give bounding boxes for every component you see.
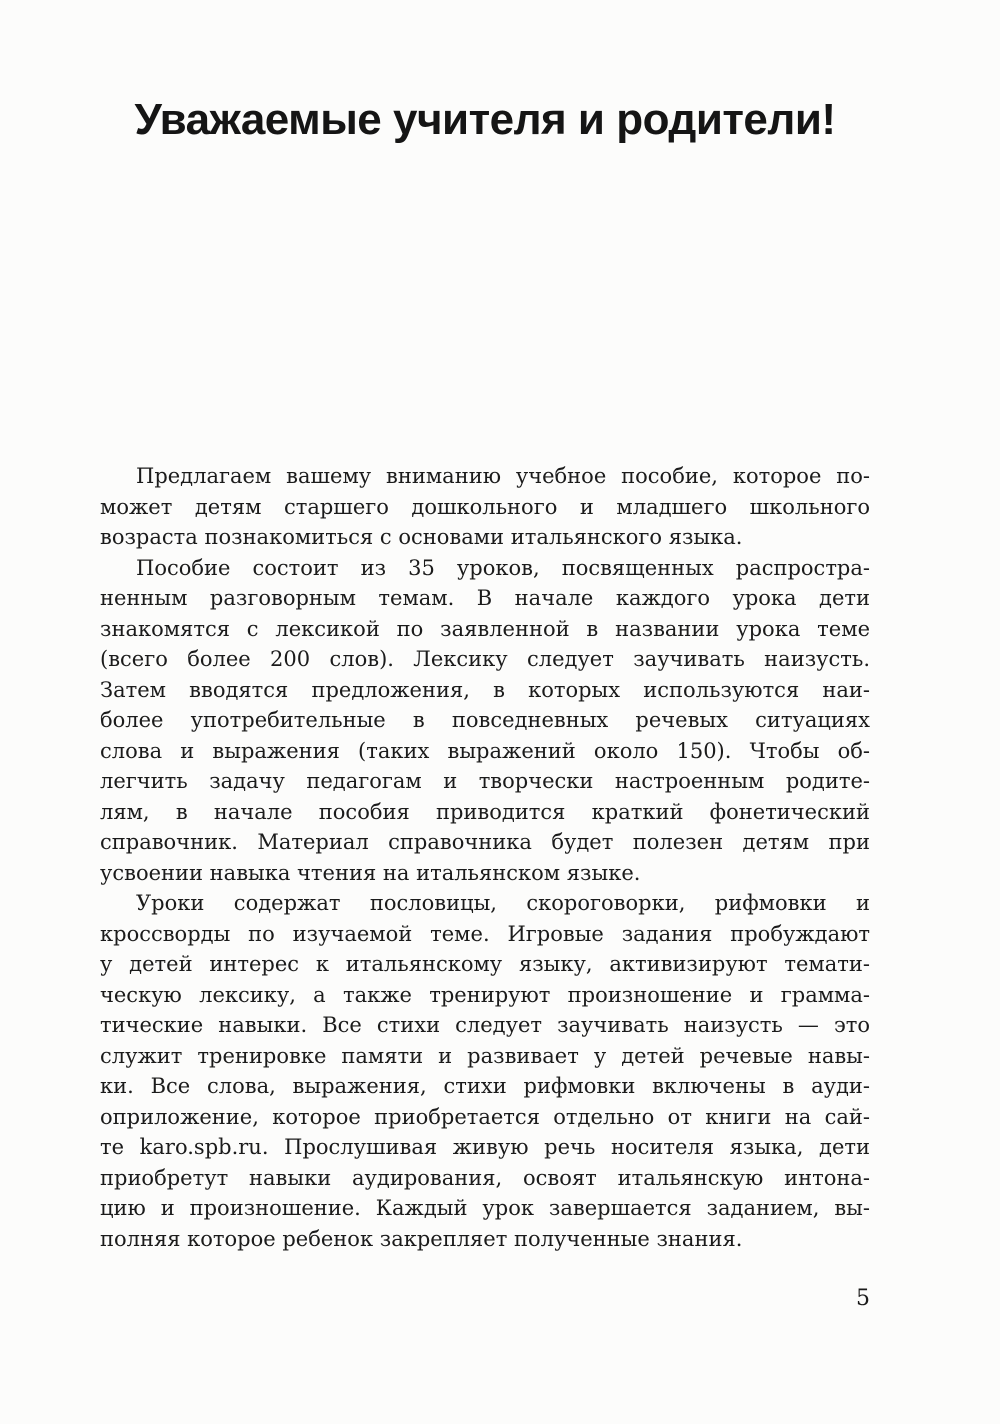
- text-line: ческую лексику, а также тренируют произношение и грамма-: [100, 982, 870, 1007]
- text-line: легчить задачу педагогам и творчески настроенным родите-: [100, 769, 870, 793]
- text-line: приобретут навыки аудирования, освоят итальянскую интона-: [100, 1165, 870, 1190]
- text-line: оприложение, которое приобретается отдельно от книги на сай-: [100, 1104, 870, 1129]
- page-number: 5: [856, 1286, 870, 1311]
- page-title: Уважаемые учителя и родители!: [134, 95, 836, 144]
- text-line: Уроки содержат пословицы, скороговорки, рифмовки и: [136, 891, 870, 915]
- text-line: кроссворды по изучаемой теме. Игровые задания пробуждают: [100, 921, 870, 946]
- text-line: цию и произношение. Каждый урок завершается заданием, вы-: [100, 1196, 870, 1220]
- text-line: возраста познакомиться с основами итальянского языка.: [100, 525, 743, 549]
- text-line: может детям старшего дошкольного и младшего школьного: [100, 494, 870, 519]
- text-line: ненным разговорным темам. В начале каждого урока дети: [100, 586, 870, 610]
- text-line: полняя которое ребенок закрепляет полученные знания.: [100, 1226, 743, 1251]
- body-text: [100, 461, 870, 1254]
- text-line: справочник. Материал справочника будет полезен детям при: [100, 830, 870, 854]
- text-line: знакомятся с лексикой по заявленной в названии урока теме: [100, 616, 870, 641]
- paragraph: [100, 553, 870, 889]
- text-line: Затем вводятся предложения, в которых используются наи-: [100, 677, 870, 702]
- text-line: лям, в начале пособия приводится краткий фонетический: [100, 799, 870, 824]
- text-line: (всего более 200 слов). Лексику следует заучивать наизусть.: [100, 647, 870, 671]
- text-line: усвоении навыка чтения на итальянском языке.: [100, 860, 641, 885]
- text-line: Предлагаем вашему вниманию учебное пособие, которое по-: [136, 464, 870, 488]
- text-line: те karo.spb.ru. Прослушивая живую речь носителя языка, дети: [100, 1135, 870, 1159]
- text-line: тические навыки. Все стихи следует заучивать наизусть — это: [100, 1013, 870, 1037]
- text-line: Пособие состоит из 35 уроков, посвященных распростра-: [136, 555, 870, 580]
- text-line: ки. Все слова, выражения, стихи рифмовки включены в ауди-: [100, 1074, 870, 1098]
- text-line: слова и выражения (таких выражений около 150). Чтобы об-: [100, 738, 870, 763]
- text-line: более употребительные в повседневных речевых ситуациях: [100, 708, 870, 732]
- text-line: служит тренировке памяти и развивает у детей речевые навы-: [100, 1043, 870, 1068]
- paragraph: [100, 461, 870, 553]
- paragraph: [100, 888, 870, 1254]
- text-line: у детей интерес к итальянскому языку, активизируют темати-: [100, 952, 870, 976]
